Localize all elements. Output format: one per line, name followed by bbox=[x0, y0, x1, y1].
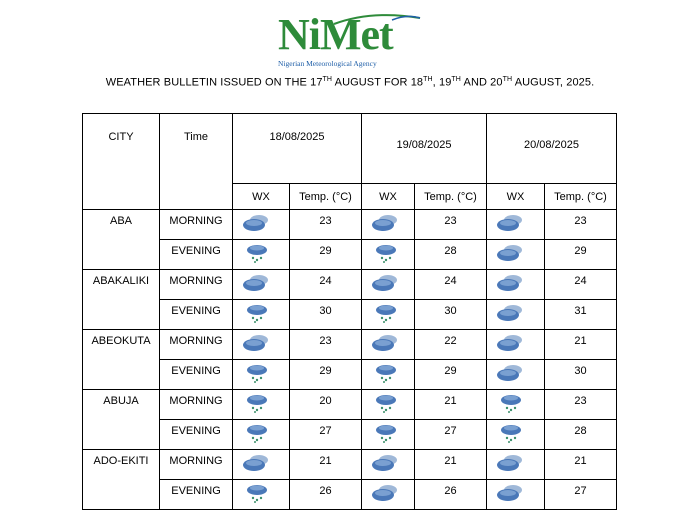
time-cell: MORNING bbox=[160, 390, 233, 420]
rain-icon bbox=[241, 242, 273, 264]
temp-cell: 30 bbox=[545, 360, 617, 390]
wx-cell bbox=[362, 480, 415, 510]
temp-cell: 21 bbox=[545, 450, 617, 480]
wx-cell bbox=[233, 390, 290, 420]
cloudy-icon bbox=[241, 212, 273, 234]
table-row bbox=[83, 390, 617, 420]
date-header-2: 19/08/2025 bbox=[362, 114, 487, 184]
temp-cell: 30 bbox=[415, 300, 487, 330]
temp-cell: 28 bbox=[545, 420, 617, 450]
wx-cell bbox=[487, 480, 545, 510]
wx-cell bbox=[487, 210, 545, 240]
wx-cell bbox=[233, 420, 290, 450]
temp-cell: 20 bbox=[290, 390, 362, 420]
wx-cell bbox=[362, 420, 415, 450]
wx-header: WX bbox=[362, 184, 415, 210]
table-row bbox=[83, 360, 617, 390]
cloudy-icon bbox=[370, 272, 402, 294]
time-cell: MORNING bbox=[160, 450, 233, 480]
temp-cell: 21 bbox=[415, 390, 487, 420]
table-row bbox=[83, 330, 617, 360]
cloudy-icon bbox=[241, 332, 273, 354]
temp-cell: 23 bbox=[415, 210, 487, 240]
temp-cell: 23 bbox=[290, 210, 362, 240]
rain-icon bbox=[495, 392, 527, 414]
wx-cell bbox=[362, 360, 415, 390]
cloudy-icon bbox=[495, 242, 527, 264]
temp-cell: 22 bbox=[415, 330, 487, 360]
rain-icon bbox=[370, 362, 402, 384]
wx-cell bbox=[233, 450, 290, 480]
cloudy-icon bbox=[495, 272, 527, 294]
wx-cell bbox=[362, 390, 415, 420]
wx-cell bbox=[233, 360, 290, 390]
temp-cell: 23 bbox=[545, 390, 617, 420]
date-header-3: 20/08/2025 bbox=[487, 114, 617, 184]
temp-cell: 26 bbox=[290, 480, 362, 510]
table-row bbox=[83, 240, 617, 270]
cloudy-icon bbox=[495, 362, 527, 384]
cloudy-icon bbox=[370, 482, 402, 504]
nimet-logo bbox=[272, 10, 432, 68]
table-row bbox=[83, 480, 617, 510]
city-header: CITY bbox=[83, 114, 160, 210]
bulletin-title: WEATHER BULLETIN ISSUED ON THE 17TH AUGUST FOR 18TH, 19TH AND 20TH AUGUST, 2025. bbox=[105, 76, 595, 89]
table-row bbox=[83, 270, 617, 300]
temp-header: Temp. (°C) bbox=[290, 184, 362, 210]
temp-header: Temp. (°C) bbox=[415, 184, 487, 210]
wx-cell bbox=[487, 270, 545, 300]
time-cell: EVENING bbox=[160, 300, 233, 330]
temp-cell: 21 bbox=[415, 450, 487, 480]
temp-cell: 21 bbox=[290, 450, 362, 480]
table-row bbox=[83, 450, 617, 480]
city-cell: ADO-EKITI bbox=[83, 450, 160, 510]
temp-cell: 24 bbox=[545, 270, 617, 300]
wx-cell bbox=[362, 240, 415, 270]
rain-icon bbox=[241, 422, 273, 444]
wx-cell bbox=[233, 210, 290, 240]
wx-cell bbox=[233, 330, 290, 360]
wx-cell bbox=[487, 390, 545, 420]
cloudy-icon bbox=[495, 482, 527, 504]
city-cell: ABEOKUTA bbox=[83, 330, 160, 390]
cloudy-icon bbox=[495, 452, 527, 474]
temp-cell: 23 bbox=[545, 210, 617, 240]
time-cell: EVENING bbox=[160, 480, 233, 510]
temp-cell: 27 bbox=[290, 420, 362, 450]
wx-cell bbox=[233, 240, 290, 270]
rain-icon bbox=[370, 302, 402, 324]
temp-cell: 31 bbox=[545, 300, 617, 330]
wx-cell bbox=[487, 420, 545, 450]
cloudy-icon bbox=[370, 332, 402, 354]
table-row bbox=[83, 420, 617, 450]
wx-cell bbox=[233, 270, 290, 300]
cloudy-icon bbox=[495, 302, 527, 324]
cloudy-icon bbox=[495, 332, 527, 354]
temp-cell: 29 bbox=[415, 360, 487, 390]
city-cell: ABA bbox=[83, 210, 160, 270]
wx-cell bbox=[487, 300, 545, 330]
temp-cell: 24 bbox=[415, 270, 487, 300]
temp-cell: 24 bbox=[290, 270, 362, 300]
forecast-table bbox=[82, 113, 617, 510]
wx-cell bbox=[233, 480, 290, 510]
time-cell: MORNING bbox=[160, 330, 233, 360]
cloudy-icon bbox=[241, 272, 273, 294]
wx-header: WX bbox=[487, 184, 545, 210]
time-cell: MORNING bbox=[160, 210, 233, 240]
time-cell: EVENING bbox=[160, 420, 233, 450]
rain-icon bbox=[241, 392, 273, 414]
time-cell: EVENING bbox=[160, 240, 233, 270]
wx-header: WX bbox=[233, 184, 290, 210]
temp-cell: 26 bbox=[415, 480, 487, 510]
temp-cell: 27 bbox=[545, 480, 617, 510]
temp-cell: 30 bbox=[290, 300, 362, 330]
cloudy-icon bbox=[370, 452, 402, 474]
temp-cell: 21 bbox=[545, 330, 617, 360]
wx-cell bbox=[487, 450, 545, 480]
wx-cell bbox=[362, 330, 415, 360]
temp-cell: 23 bbox=[290, 330, 362, 360]
temp-cell: 27 bbox=[415, 420, 487, 450]
wx-cell bbox=[362, 300, 415, 330]
temp-cell: 29 bbox=[290, 360, 362, 390]
rain-icon bbox=[370, 242, 402, 264]
temp-cell: 29 bbox=[545, 240, 617, 270]
logo-subtitle: Nigerian Meteorological Agency bbox=[278, 59, 377, 68]
logo-wordmark: NiMet bbox=[278, 10, 393, 59]
table-row bbox=[83, 300, 617, 330]
rain-icon bbox=[241, 362, 273, 384]
wx-cell bbox=[362, 270, 415, 300]
time-cell: EVENING bbox=[160, 360, 233, 390]
time-cell: MORNING bbox=[160, 270, 233, 300]
temp-cell: 29 bbox=[290, 240, 362, 270]
temp-header: Temp. (°C) bbox=[545, 184, 617, 210]
wx-cell bbox=[362, 450, 415, 480]
cloudy-icon bbox=[241, 452, 273, 474]
rain-icon bbox=[241, 302, 273, 324]
rain-icon bbox=[370, 392, 402, 414]
cloudy-icon bbox=[495, 212, 527, 234]
rain-icon bbox=[241, 482, 273, 504]
date-header-1: 18/08/2025 bbox=[233, 114, 362, 184]
rain-icon bbox=[370, 422, 402, 444]
cloudy-icon bbox=[370, 212, 402, 234]
time-header: Time bbox=[160, 114, 233, 210]
wx-cell bbox=[233, 300, 290, 330]
city-cell: ABAKALIKI bbox=[83, 270, 160, 330]
temp-cell: 28 bbox=[415, 240, 487, 270]
wx-cell bbox=[487, 360, 545, 390]
rain-icon bbox=[495, 422, 527, 444]
wx-cell bbox=[487, 240, 545, 270]
table-row bbox=[83, 210, 617, 240]
city-cell: ABUJA bbox=[83, 390, 160, 450]
wx-cell bbox=[362, 210, 415, 240]
wx-cell bbox=[487, 330, 545, 360]
